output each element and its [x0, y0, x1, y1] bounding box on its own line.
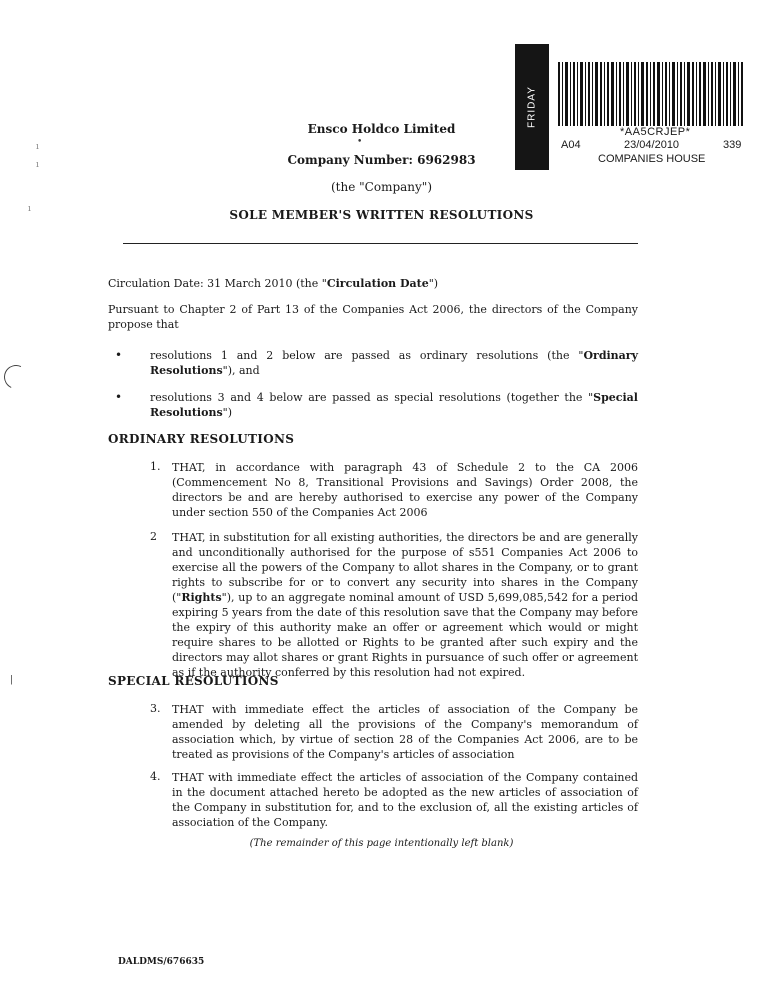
title-divider: [123, 243, 638, 244]
ordinary-resolutions-heading: ORDINARY RESOLUTIONS: [108, 432, 295, 446]
bullet-item: resolutions 3 and 4 below are passed as special resolutions (together the "Special Resolutions"): [150, 391, 638, 419]
company-name: Ensco Holdco Limited: [307, 122, 456, 136]
special-resolutions-heading: SPECIAL RESOLUTIONS: [108, 674, 279, 688]
stamp-date: 23/04/2010: [624, 139, 680, 151]
intro-paragraph: Pursuant to Chapter 2 of Part 13 of the Companies Act 2006, the directors of the Company propose that: [108, 303, 638, 331]
barcode-code: *AA5CRJEP*: [620, 126, 691, 138]
barcode-graphic: [558, 62, 744, 126]
resolution-number: 3.: [150, 702, 161, 715]
resolution-1-text: THAT, in accordance with paragraph 43 of Schedule 2 to the CA 2006 (Commencement No 8, Transitional Provisions and Savings) Order 2008, the directors be and are hereby authorised to exercise any power of the Company under section 550 of the Companies Act 2006: [172, 461, 638, 519]
stamp-office: COMPANIES HOUSE: [598, 153, 706, 165]
resolution-number: 2: [150, 530, 157, 543]
blank-page-note: (The remainder of this page intentionally left blank): [249, 838, 514, 849]
scan-mark: ı: [36, 160, 39, 170]
scan-circle-mark: [1, 362, 32, 393]
resolution-3-text: THAT with immediate effect the articles of association of the Company be amended by deleting all the provisions of the Company's memorandum of association which, by virtue of section 28 of the Companies Act 2006, are to be treated as provisions of the Company's articles of association: [172, 703, 638, 761]
resolution-number: 4.: [150, 770, 161, 783]
scan-mark: ı: [36, 142, 39, 152]
company-number: Company Number: 6962983: [287, 153, 476, 167]
company-definition: (the "Company"): [331, 180, 432, 194]
scan-mark: ı: [28, 204, 31, 214]
resolution-2-text: THAT, in substitution for all existing authorities, the directors be and are generally and unconditionally authorised for the purpose of s551 Companies Act 2006 to exercise all the powers of the Company to allot shares in the Company, or to grant rights to subscribe for or to convert any security into shares in the Company ("Rights"), up to an aggregate nominal amount of USD 5,699,085,542 for a period expiring 5 years from the date of this resolution save that the Company may before the expiry of this authority make an offer or agreement which would or might require shares to be allotted or Rights to be granted after such expiry and the directors may allot shares or grant Rights in pursuance of such offer or agreement as if the authority conferred by this resolution had not expired.: [172, 531, 638, 679]
document-reference: DALDMS/676635: [118, 957, 205, 967]
scan-mark: |: [10, 675, 14, 685]
bullet-item: resolutions 1 and 2 below are passed as ordinary resolutions (the "Ordinary Resolutions"), and: [150, 349, 638, 377]
stamp-number: 339: [723, 139, 742, 151]
circulation-date: Circulation Date: 31 March 2010 (the "Circulation Date"): [108, 277, 439, 290]
resolution-number: 1.: [150, 460, 161, 473]
bullet-icon: •: [115, 390, 123, 404]
bullet-icon: •: [115, 348, 123, 362]
resolution-4-text: THAT with immediate effect the articles of association of the Company contained in the document attached hereto be adopted as the new articles of association of the Company in substitution for, and to the exclusion of, all the existing articles of association of the Company.: [172, 771, 638, 829]
stamp-ref-code: A04: [561, 139, 581, 151]
day-stamp-label: FRIDAY: [526, 86, 538, 128]
scan-mark: •: [357, 137, 363, 147]
document-title: SOLE MEMBER'S WRITTEN RESOLUTIONS: [229, 208, 534, 222]
